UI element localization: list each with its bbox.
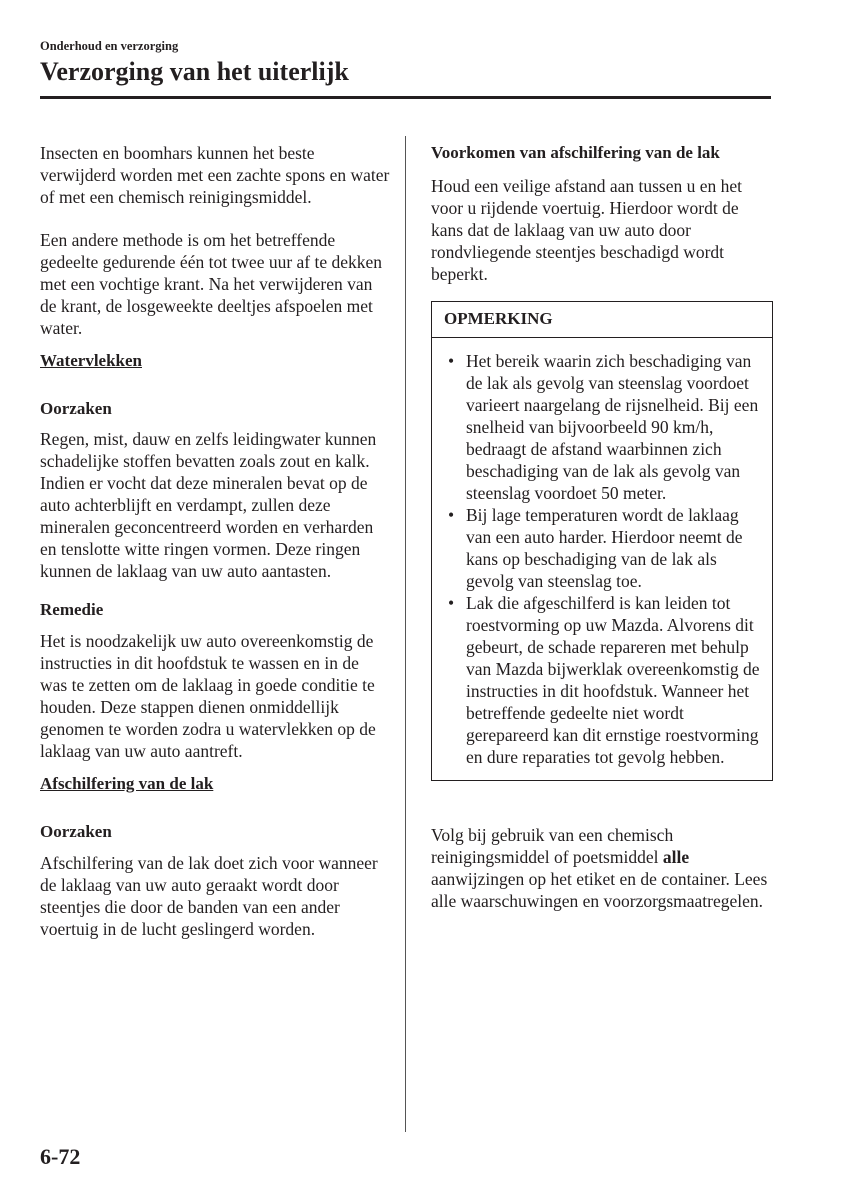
bullet-icon: •	[448, 351, 455, 371]
bullet-icon: •	[448, 505, 455, 525]
watervlekken-causes-text: Regen, mist, dauw en zelfs leidingwater kunnen schadelijke stoffen bevatten zoals zout en kalk. Indien er vocht dat deze mineralen bevat op de auto achterblijft en verdampt, zullen deze mineralen geconcentreerd worden en verharden en tenslotte witte ringen vormen. Deze ringen kunnen de laklaag van uw auto aantasten.	[40, 429, 377, 581]
watervlekken-heading: Watervlekken	[40, 351, 142, 370]
prevent-heading: Voorkomen van afschilfering van de lak	[431, 143, 720, 162]
chem-text-after: aanwijzingen op het etiket en de container. Lees alle waarschuwingen en voorzorgsmaatregelen.	[431, 869, 768, 911]
note-box	[431, 301, 773, 781]
note-list	[432, 338, 772, 780]
watervlekken-remedy-heading: Remedie	[40, 600, 104, 619]
right-column	[431, 142, 773, 912]
note-item	[446, 592, 760, 768]
section-label: Onderhoud en verzorging	[40, 39, 179, 53]
afschilfering-causes-text: Afschilfering van de lak doet zich voor wanneer de laklaag van uw auto geraakt wordt door steentjes die door de banden van een ander voertuig in de lucht geslingerd worden.	[40, 853, 378, 939]
bullet-icon: •	[448, 593, 455, 613]
header-rule	[40, 96, 771, 99]
afschilfering-causes-heading: Oorzaken	[40, 822, 112, 841]
chem-text-before: Volg bij gebruik van een chemisch reinigingsmiddel of poetsmiddel	[431, 825, 674, 867]
note-title: OPMERKING	[432, 302, 772, 338]
left-column	[40, 142, 390, 940]
prevent-text: Houd een veilige afstand aan tussen u en het voor u rijdende voertuig. Hierdoor wordt de kans dat de laklaag van uw auto door rondvliegende steentjes beschadigd wordt beperkt.	[431, 176, 743, 284]
watervlekken-remedy-text: Het is noodzakelijk uw auto overeenkomstig de instructies in dit hoofdstuk te wassen en in de was te zetten om de laklaag in goede conditie te houden. Deze stappen dienen onmiddellijk genomen te worden zodra u watervlekken op de laklaag van uw auto aantreft.	[40, 631, 376, 761]
page-number: 6-72	[40, 1144, 81, 1169]
chem-text-bold: alle	[662, 847, 690, 867]
intro-paragraph-2: Een andere methode is om het betreffende gedeelte gedurende één tot twee uur af te dekken met een vochtige krant. Na het verwijderen van de krant, de losgeweekte deeltjes afspoelen met water.	[40, 230, 383, 338]
watervlekken-causes-heading: Oorzaken	[40, 399, 112, 418]
intro-paragraph-1: Insecten en boomhars kunnen het beste verwijderd worden met een zachte spons en water of met een chemisch reinigingsmiddel.	[40, 143, 390, 207]
note-item	[446, 504, 760, 592]
note-item-text: Lak die afgeschilferd is kan leiden tot roestvorming op uw Mazda. Alvorens dit gebeurt, de schade repareren met behulp van Mazda bijwerklak overeenkomstig de instructies in dit hoofdstuk. Wanneer het betreffende gedeelte niet wordt gerepareerd kan dit ernstige roestvorming en dure reparaties tot gevolg hebben.	[466, 593, 760, 767]
note-item-text: Het bereik waarin zich beschadiging van de lak als gevolg van steenslag voordoet varieert naargelang de rijsnelheid. Bij een snelheid van bijvoorbeeld 90 km/h, bedraagt de afstand waarbinnen zich beschadiging van de lak als gevolg van steenslag voordoet 50 meter.	[466, 351, 759, 503]
chemical-cleaner-paragraph	[431, 824, 773, 912]
page-title: Verzorging van het uiterlijk	[40, 57, 349, 86]
column-divider	[405, 136, 406, 1132]
afschilfering-heading: Afschilfering van de lak	[40, 774, 214, 793]
note-item-text: Bij lage temperaturen wordt de laklaag van een auto harder. Hierdoor neemt de kans op beschadiging van de lak als gevolg van steenslag toe.	[466, 505, 743, 591]
note-item	[446, 350, 760, 504]
